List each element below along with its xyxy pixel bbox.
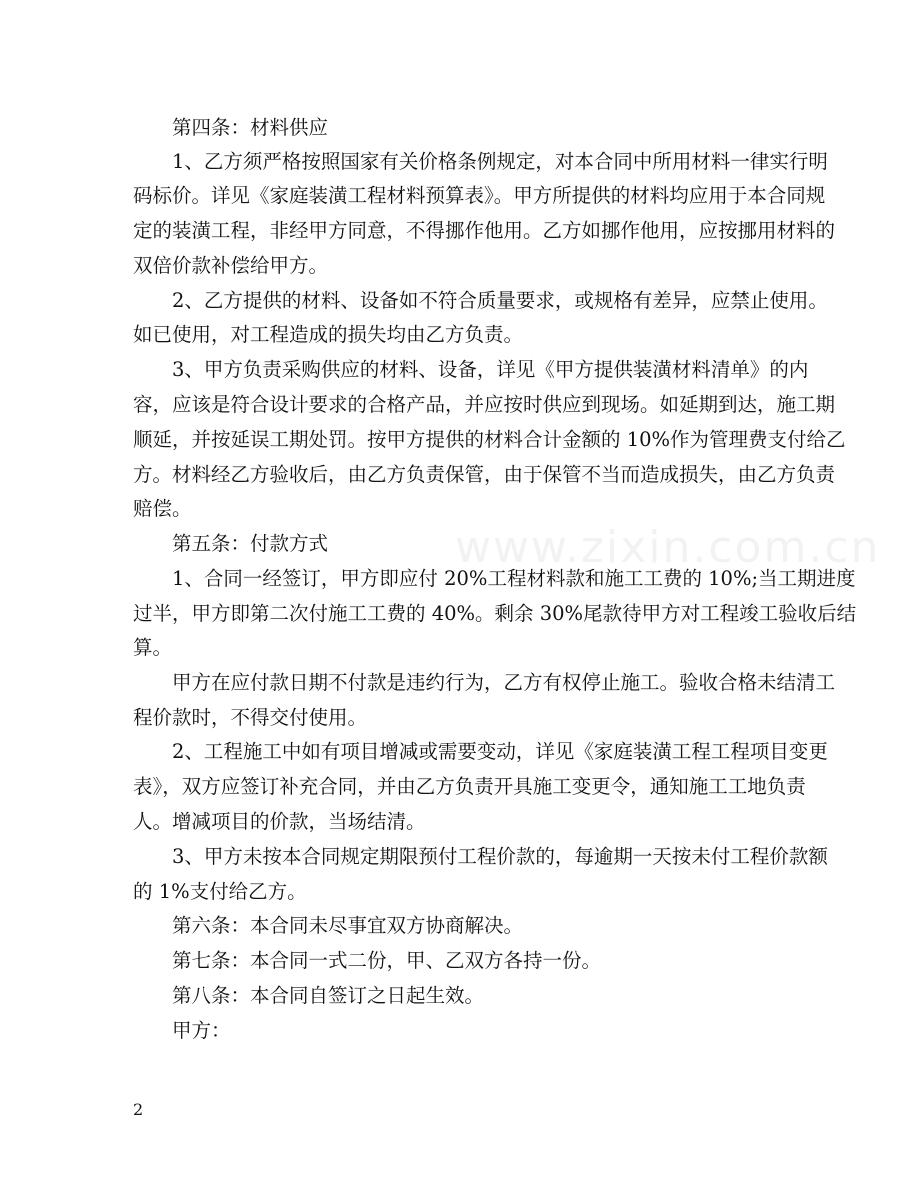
paragraph-line: 程价款时，不得交付使用。 xyxy=(133,706,368,729)
paragraph-line: 2、乙方提供的材料、设备如不符合质量要求，或规格有差异，应禁止使用。 xyxy=(172,289,828,312)
paragraph-line: 顺延，并按延误工期处罚。按甲方提供的材料合计金额的 10%作为管理费支付给乙 xyxy=(133,428,846,451)
paragraph-line: 表》，双方应签订补充合同，并由乙方负责开具施工变更令，通知施工工地负责 xyxy=(133,775,806,798)
paragraph-line: 赔偿。 xyxy=(133,497,192,520)
paragraph-line: 算。 xyxy=(133,636,173,659)
article-7: 第七条：本合同一式二份，甲、乙双方各持一份。 xyxy=(172,949,602,972)
article-6: 第六条：本合同未尽事宜双方协商解决。 xyxy=(172,914,524,937)
paragraph-line: 容，应该是符合设计要求的合格产品，并应按时供应到现场。如延期到达，施工期 xyxy=(133,393,836,416)
paragraph-line: 码标价。详见《家庭装潢工程材料预算表》。甲方所提供的材料均应用于本合同规 xyxy=(133,184,826,207)
article-8: 第八条：本合同自签订之日起生效。 xyxy=(172,984,485,1007)
paragraph-line: 定的装潢工程，非经甲方同意，不得挪作他用。乙方如挪作他用，应按挪用材料的 xyxy=(133,219,836,242)
paragraph-line: 的 1%支付给乙方。 xyxy=(133,880,307,903)
paragraph-line: 1、乙方须严格按照国家有关价格条例规定，对本合同中所用材料一律实行明 xyxy=(172,150,828,173)
paragraph-line: 过半，甲方即第二次付施工工费的 40%。剩余 30%尾款待甲方对工程竣工验收后结 xyxy=(133,602,857,625)
watermark: www.zixin.com.cn xyxy=(455,522,881,573)
paragraph-line: 3、甲方未按本合同规定期限预付工程价款的，每逾期一天按未付工程价款额 xyxy=(172,845,828,868)
page-number: 2 xyxy=(133,1100,144,1119)
paragraph-line: 1、合同一经签订，甲方即应付 20%工程材料款和施工工费的 10%;当工期进度 xyxy=(172,567,856,590)
party-a-signature-label: 甲方： xyxy=(172,1019,231,1042)
paragraph-line: 方。材料经乙方验收后，由乙方负责保管，由于保管不当而造成损失，由乙方负责 xyxy=(133,463,836,486)
article-4-heading: 第四条：材料供应 xyxy=(172,116,329,139)
paragraph-line: 甲方在应付款日期不付款是违约行为，乙方有权停止施工。验收合格未结清工 xyxy=(172,671,836,694)
paragraph-line: 如已使用，对工程造成的损失均由乙方负责。 xyxy=(133,323,524,346)
paragraph-line: 双倍价款补偿给甲方。 xyxy=(133,254,329,277)
paragraph-line: 2、工程施工中如有项目增减或需要变动，详见《家庭装潢工程工程项目变更 xyxy=(172,740,828,763)
article-5-heading: 第五条：付款方式 xyxy=(172,532,329,555)
paragraph-line: 3、甲方负责采购供应的材料、设备，详见《甲方提供装潢材料清单》的内 xyxy=(172,358,809,381)
paragraph-line: 人。增减项目的价款，当场结清。 xyxy=(133,810,426,833)
